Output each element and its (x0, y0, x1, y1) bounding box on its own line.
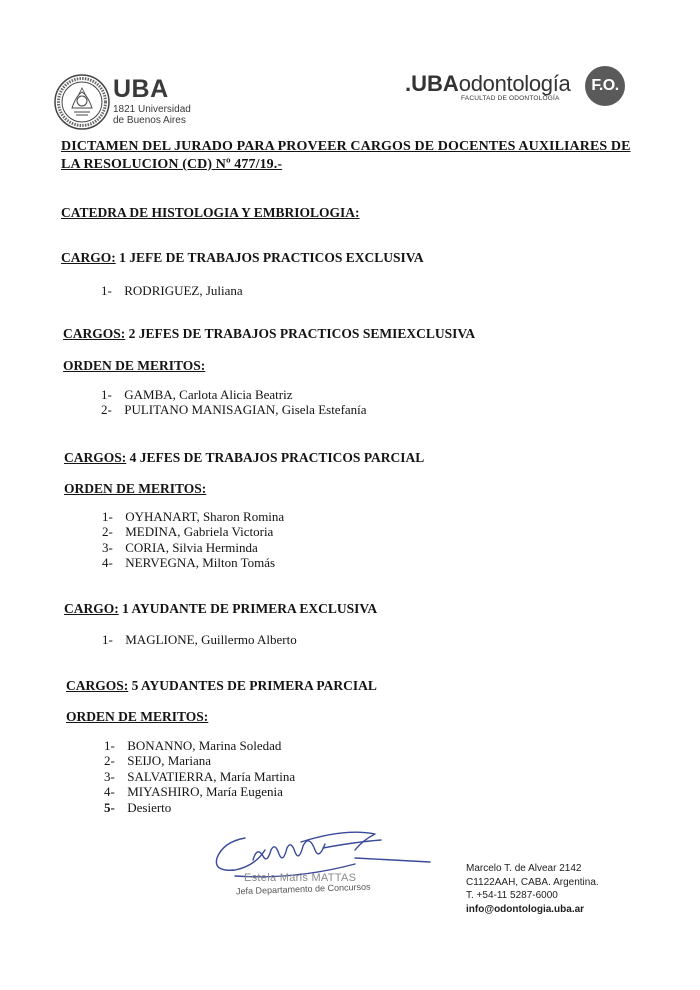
list-item (101, 283, 243, 298)
section-heading (64, 601, 377, 617)
item-name: SALVATIERRA, María Martina (127, 769, 296, 784)
list-item (102, 509, 284, 524)
item-name: Desierto (127, 800, 172, 815)
address-block (466, 862, 599, 916)
item-name: GAMBA, Carlota Alicia Beatriz (124, 387, 293, 402)
section-detail: 2 JEFES DE TRABAJOS PRACTICOS SEMIEXCLUSIVA (128, 326, 476, 341)
item-number: 2- (101, 402, 112, 417)
section-label: CARGOS: (64, 450, 127, 465)
item-number: 3- (102, 540, 113, 555)
item-name: BONANNO, Marina Soledad (127, 738, 282, 753)
list-item (104, 784, 283, 799)
faculty-logo (405, 66, 630, 110)
section-label: CARGO: (64, 601, 119, 616)
signer-name: Estela Maris MATTAS (244, 872, 357, 884)
item-number: 1- (101, 387, 112, 402)
address-phone: T. +54-11 5287-6000 (466, 890, 558, 901)
item-name: PULITANO MANISAGIAN, Gisela Estefanía (124, 402, 367, 417)
faculty-prefix: .UBA (405, 71, 459, 96)
item-number: 2- (104, 753, 115, 768)
section-detail: 1 JEFE DE TRABAJOS PRACTICOS EXCLUSIVA (119, 250, 424, 265)
address-street: Marcelo T. de Alvear 2142 (466, 863, 582, 874)
list-item (104, 769, 295, 784)
faculty-subtitle: FACULTAD DE ODONTOLOGÍA (461, 95, 560, 102)
list-item (102, 524, 273, 539)
merit-order-heading: ORDEN DE MERITOS: (66, 709, 209, 724)
merit-order-heading: ORDEN DE MERITOS: (64, 481, 207, 496)
faculty-wordmark (405, 72, 570, 96)
item-number: 1- (102, 632, 113, 647)
item-name: MIYASHIRO, María Eugenia (127, 784, 283, 799)
list-item (104, 800, 171, 815)
section-heading (63, 326, 475, 342)
merit-order-heading: ORDEN DE MERITOS: (63, 358, 206, 373)
item-number: 2- (102, 524, 113, 539)
list-item (101, 402, 367, 417)
document-title: DICTAMEN DEL JURADO PARA PROVEER CARGOS DE DOCENTES AUXILIARES DE LA RESOLUCION (CD) Nº 477/19.- (61, 139, 631, 172)
list-item (104, 753, 211, 768)
item-name: OYHANART, Sharon Romina (125, 509, 285, 524)
item-number: 3- (104, 769, 115, 784)
item-name: CORIA, Silvia Herminda (125, 540, 258, 555)
address-email: info@odontologia.uba.ar (466, 903, 585, 915)
uba-wordmark: UBA (113, 75, 169, 103)
catedra-heading: CATEDRA DE HISTOLOGIA Y EMBRIOLOGIA: (61, 205, 360, 220)
section-label: CARGOS: (63, 326, 126, 341)
item-number: 5- (104, 800, 115, 815)
list-item (102, 632, 297, 647)
item-name: MAGLIONE, Guillermo Alberto (125, 632, 297, 647)
list-item (104, 738, 281, 753)
faculty-badge: F.O. (585, 66, 625, 106)
handwritten-signature (205, 820, 435, 910)
section-detail: 4 JEFES DE TRABAJOS PRACTICOS PARCIAL (129, 450, 425, 465)
section-label: CARGOS: (66, 678, 129, 693)
item-number: 1- (102, 509, 113, 524)
faculty-name: odontología (458, 71, 571, 96)
signer-role: Jefa Departamento de Concursos (235, 881, 371, 897)
section-heading (61, 250, 424, 266)
item-number: 4- (102, 555, 113, 570)
section-detail: 1 AYUDANTE DE PRIMERA EXCLUSIVA (122, 601, 378, 616)
uba-subtitle-line1: 1821 Universidad (113, 104, 191, 115)
uba-logo (54, 74, 191, 134)
item-name: MEDINA, Gabriela Victoria (125, 524, 274, 539)
section-heading (66, 678, 377, 694)
item-number: 1- (104, 738, 115, 753)
university-seal-icon (54, 74, 110, 130)
list-item (102, 540, 258, 555)
list-item (102, 555, 275, 570)
item-number: 1- (101, 283, 112, 298)
section-heading (64, 450, 424, 466)
item-name: SEIJO, Mariana (127, 753, 212, 768)
address-city: C1122AAH, CABA. Argentina. (466, 876, 599, 888)
uba-subtitle-line2: de Buenos Aires (113, 115, 186, 126)
section-label: CARGO: (61, 250, 116, 265)
item-name: NERVEGNA, Milton Tomás (125, 555, 276, 570)
item-number: 4- (104, 784, 115, 799)
item-name: RODRIGUEZ, Juliana (124, 283, 243, 298)
section-detail: 5 AYUDANTES DE PRIMERA PARCIAL (131, 678, 377, 693)
list-item (101, 387, 293, 402)
